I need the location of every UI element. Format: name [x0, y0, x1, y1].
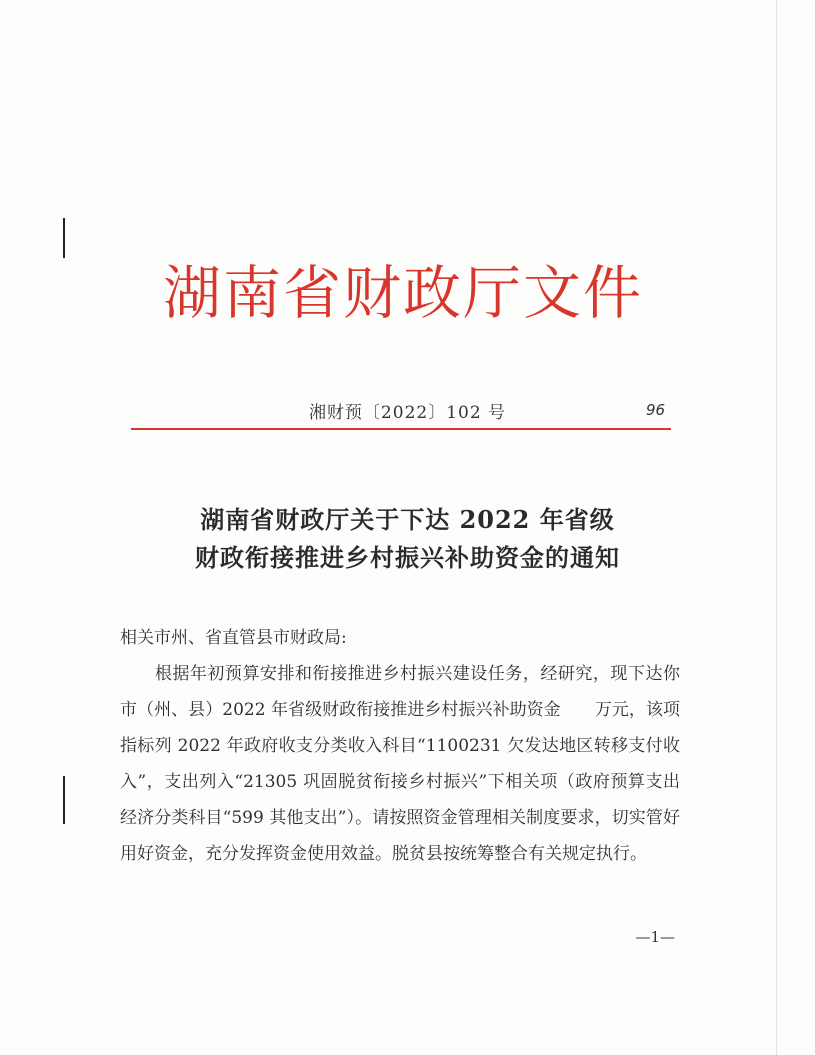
binding-mark-bottom [63, 776, 65, 824]
notice-title-line-2: 财政衔接推进乡村振兴补助资金的通知 [195, 543, 620, 572]
notice-title-line-1: 湖南省财政厅关于下达 2022 年省级 [200, 505, 615, 534]
handwritten-mark: 96 [646, 401, 666, 419]
page-number: —1— [635, 928, 675, 946]
document-number: 湘财预〔2022〕102 号 [308, 403, 507, 423]
red-separator-rule [131, 428, 671, 430]
salutation: 相关市州、省直管县市财政局: [120, 628, 347, 648]
body-paragraph: 根据年初预算安排和衔接推进乡村振兴建设任务，经研究，现下达你市（州、县）2022 年省级财政衔接推进乡村振兴补助资金 万元，该项指标列 2022 年政府收支分类收入科目“1100231 欠发达地区转移支付收入”，支出列入“21305 巩固脱贫衔接乡村振兴”下相关项（政府预算支出经济分类科目“599 其他支出”）。请按照资金管理相关制度要求，切实管好用好资金，充分发挥资金使用效益。脱贫县按统筹整合有关规定执行。 [120, 664, 680, 864]
binding-mark-top [63, 218, 65, 258]
masthead-title: 湖南省财政厅文件 [162, 259, 643, 327]
notice-body [120, 620, 680, 872]
